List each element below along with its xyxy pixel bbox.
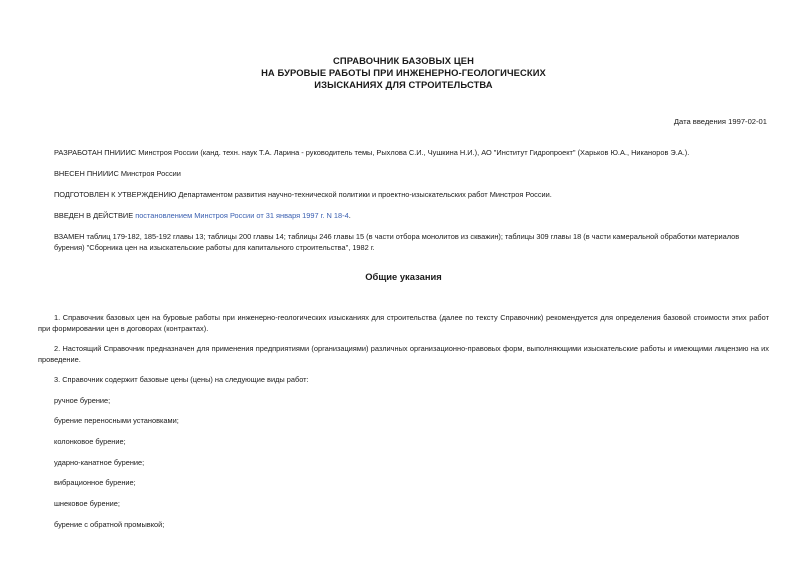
document-title-line-1: СПРАВОЧНИК БАЗОВЫХ ЦЕН	[332, 55, 475, 66]
document-title-line-2: НА БУРОВЫЕ РАБОТЫ ПРИ ИНЖЕНЕРНО-ГЕОЛОГИЧЕСКИХ	[261, 67, 546, 78]
item-3-paragraph: 3. Справочник содержит базовые цены (цены) на следующие виды работ:	[54, 375, 309, 384]
list-item: ручное бурение;	[54, 396, 111, 405]
list-item: ударно-канатное бурение;	[54, 458, 145, 467]
section-title: Общие указания	[365, 271, 442, 282]
list-item: вибрационное бурение;	[54, 478, 136, 487]
enacted-decree-link[interactable]: постановлением Минстроя России от 31 января 1997 г. N 18-4	[135, 211, 349, 220]
replaces-paragraph: ВЗАМЕН таблиц 179-182, 185-192 главы 13; таблицы 200 главы 14; таблицы 246 главы 15 (в части отбора монолитов из скважин); таблицы 309 главы 18 (в части камеральной обработки материалов бурения) "Сборника цен на изыскательские работы для капитального строительства", 1982 г.	[54, 232, 740, 252]
introduced-by-paragraph: ВНЕСЕН ПНИИИС Минстроя России	[54, 169, 181, 178]
enacted-suffix: .	[348, 211, 351, 220]
item-1-paragraph: 1. Справочник базовых цен на буровые работы при инженерно-геологических изысканиях для строительства (далее по тексту Справочник) рекомендуется для определения базовой стоимости этих работ при формировании цен в договорах (контрактах).	[38, 313, 769, 333]
list-item: бурение с обратной промывкой;	[54, 520, 165, 529]
document-title-line-3: ИЗЫСКАНИЯХ ДЛЯ СТРОИТЕЛЬСТВА	[314, 79, 493, 90]
developed-by-paragraph: РАЗРАБОТАН ПНИИИС Минстроя России (канд. техн. наук Т.А. Ларина - руководитель темы, Рыхлова С.И., Чушкина Н.И.), АО "Институт Гидропроект" (Харьков Ю.А., Никаноров Э.А.).	[54, 148, 690, 157]
enacted-paragraph	[54, 211, 769, 222]
list-item: колонковое бурение;	[54, 437, 126, 446]
item-2-paragraph: 2. Настоящий Справочник предназначен для применения предприятиями (организациями) различных организационно-правовых форм, выполняющими изыскательские работы и имеющими лицензию на их проведение.	[38, 344, 769, 364]
list-item: бурение переносными установками;	[54, 416, 179, 425]
enacted-prefix: ВВЕДЕН В ДЕЙСТВИЕ	[54, 211, 136, 220]
prepared-paragraph: ПОДГОТОВЛЕН К УТВЕРЖДЕНИЮ Департаментом развития научно-технической политики и проектно-изыскательских работ Минстроя России.	[54, 190, 552, 199]
list-item: шнековое бурение;	[54, 499, 120, 508]
introduction-date: Дата введения 1997-02-01	[673, 117, 767, 126]
